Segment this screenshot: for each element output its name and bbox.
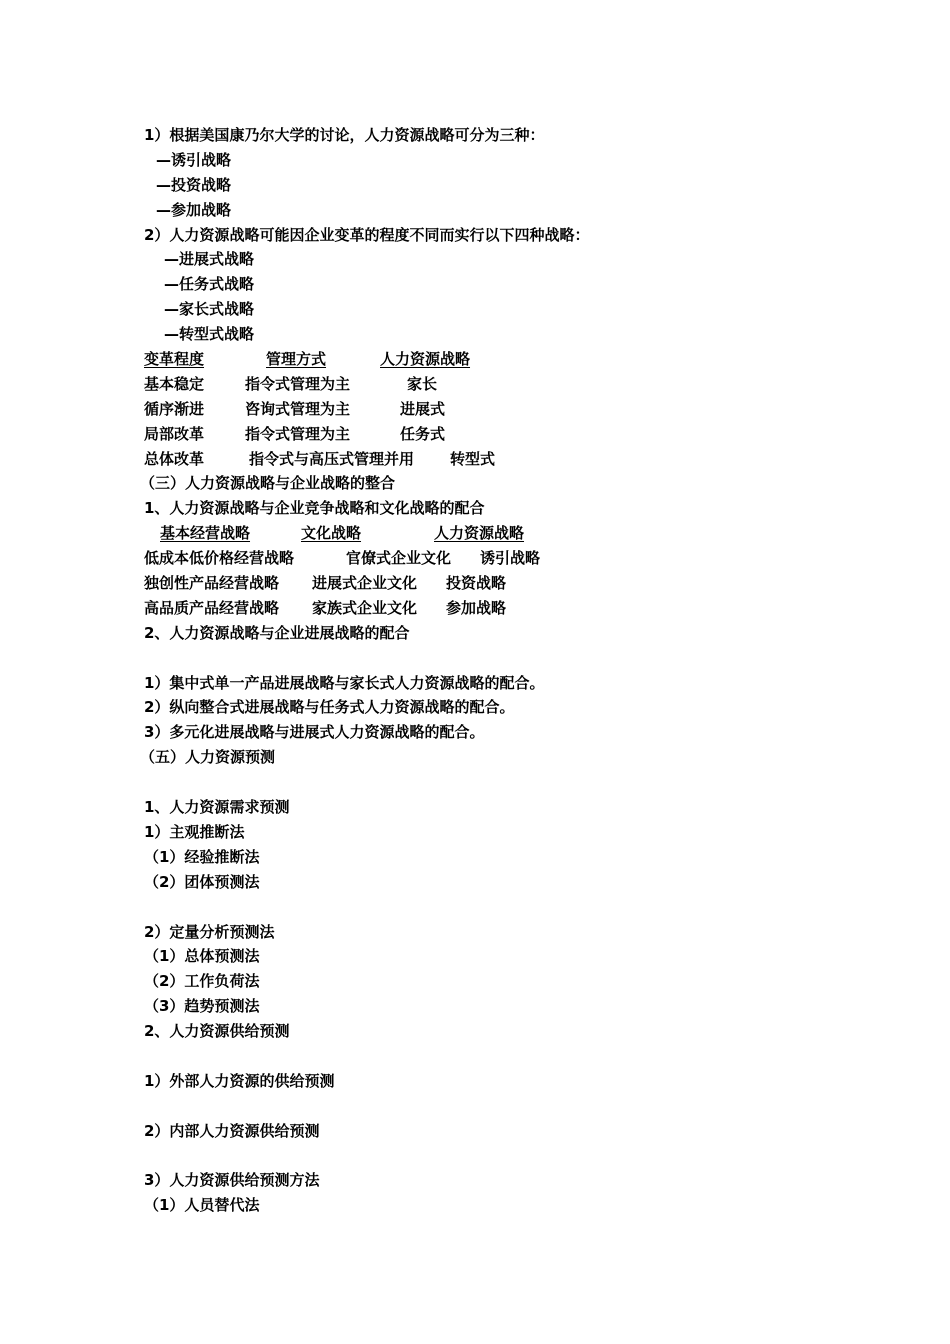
change-strategies-heading: 2）人力资源战略可能因企业变革的程度不同而实行以下四种战略： — [144, 225, 590, 244]
table1-cell: 基本稳定 — [144, 374, 205, 393]
supply-title: 2、人力资源供给预测 — [144, 1022, 290, 1041]
quantitative-method: 2）定量分析预测法 — [144, 922, 275, 941]
table1-cell: 咨询式管理为主 — [245, 399, 351, 418]
supply-methods: 3）人力资源供给预测方法 — [144, 1171, 320, 1190]
subjective-method: 1）主观推断法 — [144, 822, 245, 841]
alignment-item: 1）集中式单一产品进展战略与家长式人力资源战略的配合。 — [144, 673, 545, 692]
change-strategy-item: —转型式战略 — [164, 325, 255, 344]
table1-cell: 局部改革 — [144, 424, 205, 443]
table2-cell: 家族式企业文化 — [312, 598, 418, 617]
table1-cell: 总体改革 — [144, 449, 205, 468]
blank-line — [144, 770, 824, 795]
supply-method-item: （1）人员替代法 — [144, 1196, 260, 1215]
table2-cell: 独创性产品经营战略 — [144, 574, 280, 593]
blank-line — [144, 646, 824, 671]
table1-row — [144, 372, 824, 397]
section-three-sub1: 1、人力资源战略与企业竞争战略和文化战略的配合 — [144, 499, 485, 518]
table2-row — [144, 546, 824, 571]
table2-cell: 进展式企业文化 — [312, 574, 418, 593]
quantitative-item: （2）工作负荷法 — [144, 972, 260, 991]
table1-cell: 任务式 — [400, 424, 446, 443]
change-strategy-item: —任务式战略 — [164, 275, 255, 294]
table2-header: 人力资源战略 — [434, 524, 525, 543]
table1-cell: 进展式 — [400, 399, 446, 418]
change-strategy-item: —进展式战略 — [164, 250, 255, 269]
alignment-item: 3）多元化进展战略与进展式人力资源战略的配合。 — [144, 723, 485, 742]
table2-header: 文化战略 — [301, 524, 362, 543]
blank-line — [144, 1094, 824, 1119]
table1-cell: 指令式管理为主 — [245, 424, 351, 443]
table1-header: 变革程度 — [144, 350, 205, 369]
blank-line — [144, 1044, 824, 1069]
table1-row — [144, 447, 824, 472]
alignment-item: 2）纵向整合式进展战略与任务式人力资源战略的配合。 — [144, 698, 515, 717]
section-three-title: （三）人力资源战略与企业战略的整合 — [140, 474, 396, 493]
table1-header-row — [144, 347, 824, 372]
blank-line — [144, 895, 824, 920]
section-five-title: （五）人力资源预测 — [140, 748, 276, 767]
table2-cell: 参加战略 — [446, 598, 507, 617]
table2-cell: 高品质产品经营战略 — [144, 598, 280, 617]
supply-external: 1）外部人力资源的供给预测 — [144, 1071, 335, 1090]
table2-cell: 诱引战略 — [480, 549, 541, 568]
table1-cell: 指令式管理为主 — [245, 374, 351, 393]
table2-row — [144, 596, 824, 621]
quantitative-item: （1）总体预测法 — [144, 947, 260, 966]
change-strategy-item: —家长式战略 — [164, 300, 255, 319]
table2-header: 基本经营战略 — [160, 524, 251, 543]
quantitative-item: （3）趋势预测法 — [144, 997, 260, 1016]
table2-cell: 投资战略 — [446, 574, 507, 593]
table1-cell: 转型式 — [450, 449, 496, 468]
demand-title: 1、人力资源需求预测 — [144, 798, 290, 817]
supply-internal: 2）内部人力资源供给预测 — [144, 1121, 320, 1140]
table2-cell: 低成本低价格经营战略 — [144, 549, 295, 568]
table1-row — [144, 397, 824, 422]
table2-header-row — [144, 521, 824, 546]
table1-cell: 家长 — [407, 374, 438, 393]
strategy-item: —投资战略 — [156, 175, 232, 194]
subjective-item: （1）经验推断法 — [144, 847, 260, 866]
table1-header: 管理方式 — [266, 350, 327, 369]
table1-header: 人力资源战略 — [380, 350, 471, 369]
strategy-item: —诱引战略 — [156, 150, 232, 169]
blank-line — [144, 1144, 824, 1169]
strategies-heading: 1）根据美国康乃尔大学的讨论，人力资源战略可分为三种： — [144, 126, 545, 144]
table1-cell: 指令式与高压式管理并用 — [249, 449, 415, 468]
table1-row — [144, 422, 824, 447]
strategy-item: —参加战略 — [156, 200, 232, 219]
document-body — [140, 123, 824, 1218]
table2-row — [144, 571, 824, 596]
table1-cell: 循序渐进 — [144, 399, 205, 418]
table2-cell: 官僚式企业文化 — [346, 549, 452, 568]
section-three-sub2: 2、人力资源战略与企业进展战略的配合 — [144, 623, 410, 642]
subjective-item: （2）团体预测法 — [144, 872, 260, 891]
